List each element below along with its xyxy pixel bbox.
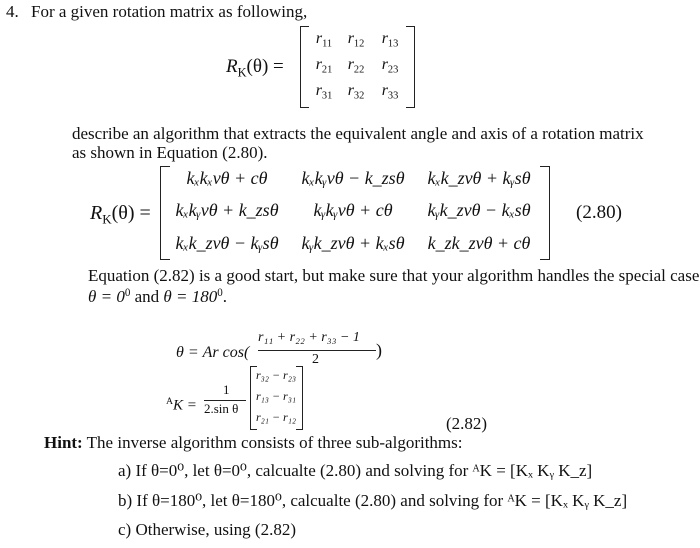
matrix2-lhs: $R_K(\theta)$ = [90,202,151,227]
theta-close-paren: ) [376,340,382,360]
matrix2-cell: kₓkᵧvθ + k_zsθ [175,200,279,220]
matrix2-cell: kₓkₓvθ + cθ [186,168,268,188]
hint-line [44,433,463,453]
matrix2-cell: kᵧk_zvθ − kₓsθ [427,200,531,220]
matrix2-cell: kₓk_zvθ + kᵧsθ [427,168,531,188]
matrix1-cell: $r_{21}$ [315,56,333,76]
matrix1-right-bracket [406,26,415,108]
theta-denominator: 2 [312,352,319,367]
matrix2-cell: kₓkᵧvθ − k_zsθ [301,168,405,188]
theta-numerator: r₁₁ + r₂₂ + r₃₃ − 1 [258,330,360,345]
matrix1-cell: $r_{22}$ [347,56,365,76]
matrix1-left-bracket [300,26,309,108]
k-entry: r₃₂ − r₂₃ [255,368,297,382]
matrix2-right-bracket [540,166,550,260]
k-denominator: 2.sin θ [204,401,239,416]
matrix1-cell: $r_{23}$ [381,56,399,76]
matrix2-cell: kᵧkᵧvθ + cθ [313,200,393,220]
theta-equation-lhs: θ = Ar cos( [176,344,250,361]
k-numerator: 1 [223,382,230,397]
equation-number-2-82: (2.82) [446,414,488,433]
hint-item-a: a) If θ=0⁰, let θ=0⁰, calcualte (2.80) and solving for ᴬK = [Kₓ Kᵧ K_z] [118,461,593,480]
k-equation-lhs: $^A$K = [166,396,197,414]
describe-line1: describe an algorithm that extracts the equivalent angle and axis of a rotation matrix [72,124,644,143]
matrix1-lhs: $R_K(\theta)$ = [226,56,284,80]
describe-line2: as shown in Equation (2.80). [72,143,268,162]
hint-text: The inverse algorithm consists of three sub-algorithms: [82,433,463,452]
k-entry: r₁₃ − r₃₁ [255,389,297,403]
matrix1-cell: $r_{32}$ [347,82,365,102]
matrix2-cell: kₓk_zvθ − kᵧsθ [175,233,279,253]
hint-item-b: b) If θ=180⁰, let θ=180⁰, calcualte (2.80) and solving for ᴬK = [Kₓ Kᵧ K_z] [118,491,628,510]
hint-item-c: c) Otherwise, using (2.82) [118,520,296,539]
k-entry: r₂₁ − r₁₂ [255,410,297,424]
problem-number: 4. [6,2,19,21]
eq282-note-line1: Equation (2.82) is a good start, but make sure that your algorithm handles the special case [88,266,700,285]
matrix2-cell: k_zk_zvθ + cθ [427,233,531,253]
equation-number-2-80: (2.80) [576,202,622,223]
matrix1-cell: $r_{12}$ [347,30,365,50]
matrix2-cell: kᵧk_zvθ + kₓsθ [301,233,405,253]
hint-label: Hint: [44,433,83,452]
problem-heading [6,2,307,22]
matrix1-cell: $r_{13}$ [381,30,399,50]
matrix1-cell: $r_{11}$ [315,30,333,50]
matrix1-cell: $r_{31}$ [315,82,333,102]
theta-fraction-line [258,350,376,351]
problem-intro: For a given rotation matrix as following, [31,2,308,21]
matrix1-cell: $r_{33}$ [381,82,399,102]
eq282-note-line2: $\theta = 0^0$ and $\theta = 180^0$. [88,287,228,307]
